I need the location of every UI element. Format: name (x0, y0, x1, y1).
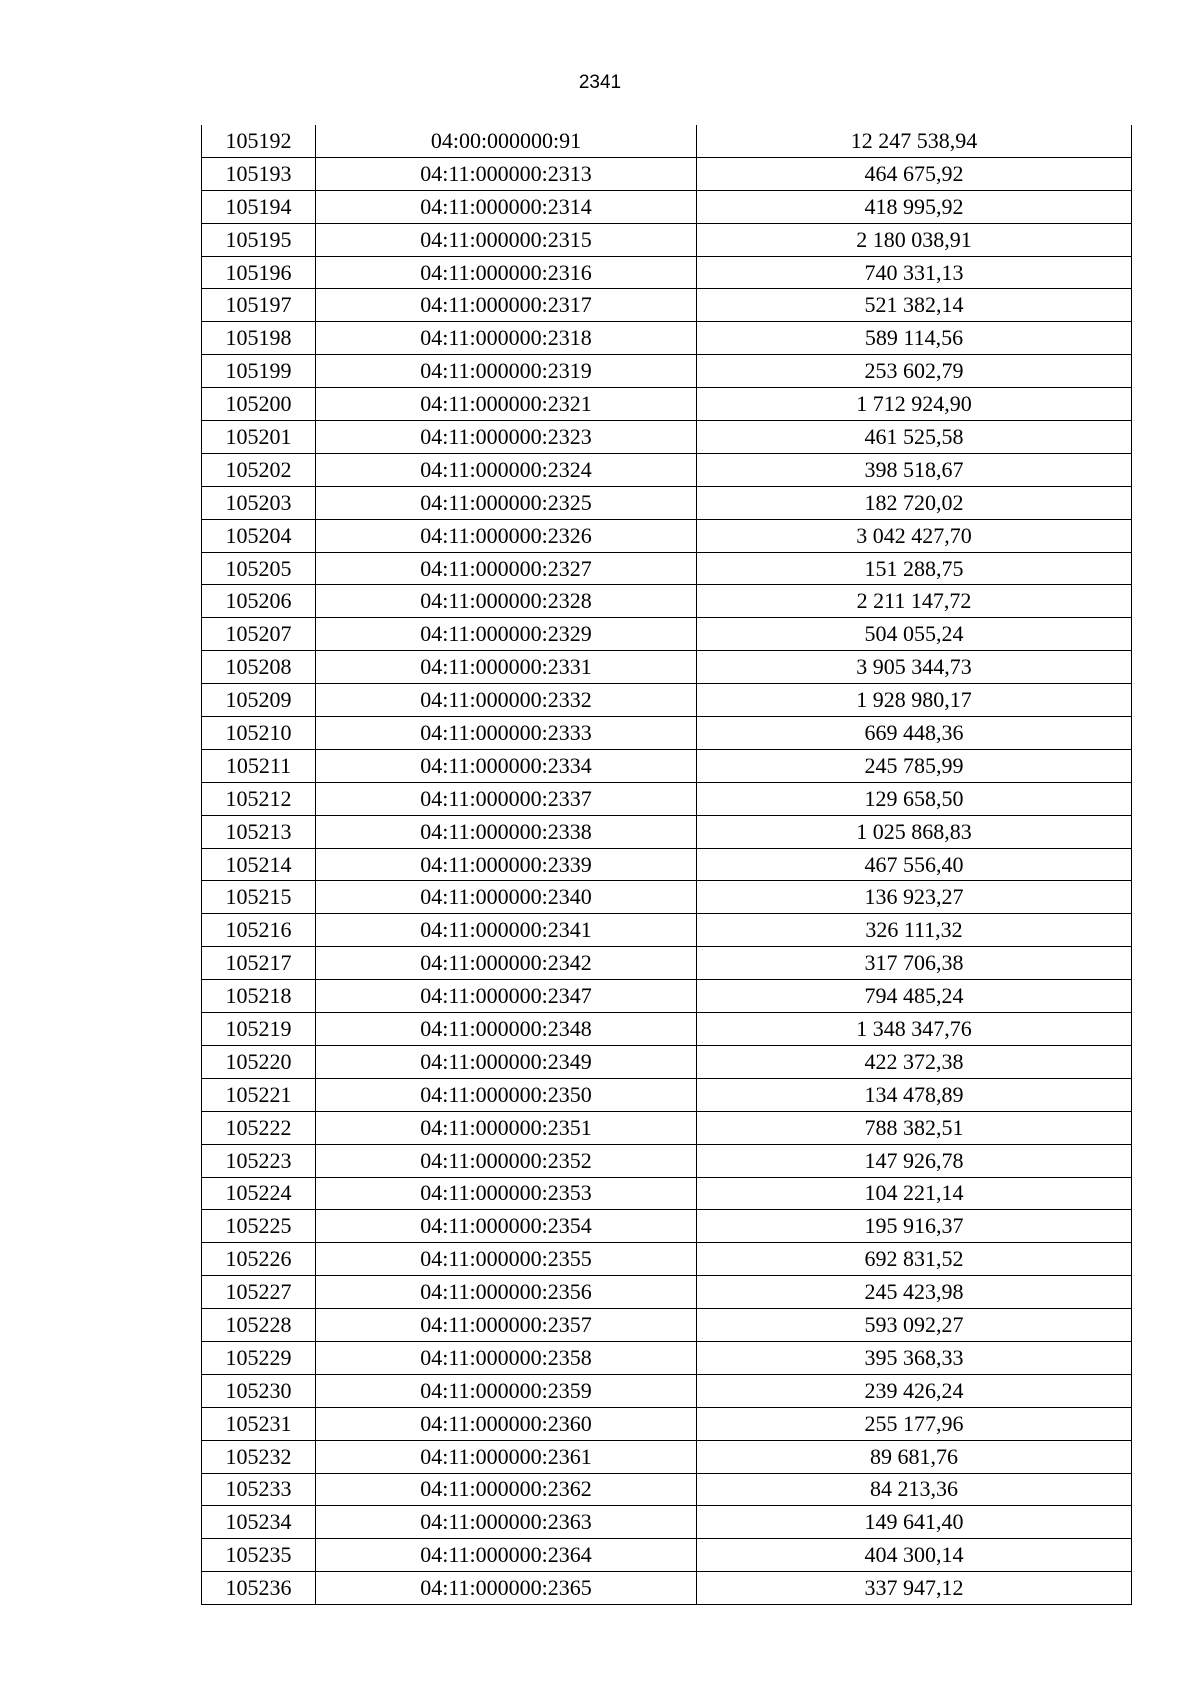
cadastral-number-cell: 04:11:000000:2329 (316, 618, 697, 651)
cadastral-number-cell: 04:11:000000:2350 (316, 1078, 697, 1111)
cadastral-value-cell: 147 926,78 (697, 1144, 1132, 1177)
table-row (202, 1045, 1132, 1078)
row-number-cell: 105215 (202, 881, 316, 914)
cadastral-number-cell: 04:11:000000:2358 (316, 1341, 697, 1374)
table-row (202, 519, 1132, 552)
cadastral-number-cell: 04:11:000000:2351 (316, 1111, 697, 1144)
table-row (202, 125, 1132, 157)
cadastral-value-cell: 253 602,79 (697, 355, 1132, 388)
row-number-cell: 105217 (202, 947, 316, 980)
row-number-cell: 105203 (202, 486, 316, 519)
cadastral-number-cell: 04:11:000000:2319 (316, 355, 697, 388)
row-number-cell: 105210 (202, 717, 316, 750)
cadastral-number-cell: 04:11:000000:2348 (316, 1013, 697, 1046)
cadastral-value-cell: 404 300,14 (697, 1539, 1132, 1572)
cadastral-value-cell: 1 712 924,90 (697, 388, 1132, 421)
cadastral-value-cell: 398 518,67 (697, 453, 1132, 486)
cadastral-value-cell: 504 055,24 (697, 618, 1132, 651)
cadastral-value-cell: 337 947,12 (697, 1572, 1132, 1605)
row-number-cell: 105204 (202, 519, 316, 552)
cadastral-number-cell: 04:11:000000:2340 (316, 881, 697, 914)
row-number-cell: 105235 (202, 1539, 316, 1572)
cadastral-value-cell: 521 382,14 (697, 289, 1132, 322)
row-number-cell: 105230 (202, 1374, 316, 1407)
table-row (202, 322, 1132, 355)
cadastral-number-cell: 04:11:000000:2314 (316, 190, 697, 223)
cadastral-value-cell: 104 221,14 (697, 1177, 1132, 1210)
cadastral-number-cell: 04:11:000000:2334 (316, 749, 697, 782)
row-number-cell: 105236 (202, 1572, 316, 1605)
cadastral-number-cell: 04:11:000000:2332 (316, 684, 697, 717)
cadastral-value-table (201, 125, 1132, 1605)
cadastral-number-cell: 04:11:000000:2324 (316, 453, 697, 486)
table-row (202, 651, 1132, 684)
cadastral-number-cell: 04:11:000000:2313 (316, 157, 697, 190)
cadastral-number-cell: 04:11:000000:2357 (316, 1309, 697, 1342)
cadastral-value-cell: 593 092,27 (697, 1309, 1132, 1342)
row-number-cell: 105202 (202, 453, 316, 486)
cadastral-number-cell: 04:11:000000:2362 (316, 1473, 697, 1506)
table-row (202, 1407, 1132, 1440)
table-row (202, 848, 1132, 881)
cadastral-number-cell: 04:11:000000:2354 (316, 1210, 697, 1243)
table-row (202, 388, 1132, 421)
cadastral-value-cell: 3 905 344,73 (697, 651, 1132, 684)
row-number-cell: 105219 (202, 1013, 316, 1046)
page-number: 2341 (578, 72, 622, 93)
table-row (202, 1210, 1132, 1243)
row-number-cell: 105214 (202, 848, 316, 881)
row-number-cell: 105200 (202, 388, 316, 421)
cadastral-value-cell: 136 923,27 (697, 881, 1132, 914)
cadastral-number-cell: 04:11:000000:2315 (316, 223, 697, 256)
row-number-cell: 105229 (202, 1341, 316, 1374)
table-row (202, 717, 1132, 750)
row-number-cell: 105234 (202, 1506, 316, 1539)
cadastral-value-cell: 326 111,32 (697, 914, 1132, 947)
row-number-cell: 105208 (202, 651, 316, 684)
cadastral-value-cell: 134 478,89 (697, 1078, 1132, 1111)
table-row (202, 1276, 1132, 1309)
cadastral-value-cell: 395 368,33 (697, 1341, 1132, 1374)
row-number-cell: 105198 (202, 322, 316, 355)
row-number-cell: 105216 (202, 914, 316, 947)
row-number-cell: 105213 (202, 815, 316, 848)
cadastral-number-cell: 04:11:000000:2337 (316, 782, 697, 815)
table-row (202, 355, 1132, 388)
cadastral-value-cell: 12 247 538,94 (697, 125, 1132, 157)
table-row (202, 585, 1132, 618)
cadastral-value-cell: 317 706,38 (697, 947, 1132, 980)
cadastral-value-cell: 418 995,92 (697, 190, 1132, 223)
cadastral-value-cell: 692 831,52 (697, 1243, 1132, 1276)
cadastral-number-cell: 04:00:000000:91 (316, 125, 697, 157)
table-row (202, 1341, 1132, 1374)
cadastral-value-cell: 422 372,38 (697, 1045, 1132, 1078)
cadastral-value-cell: 1 348 347,76 (697, 1013, 1132, 1046)
cadastral-number-cell: 04:11:000000:2328 (316, 585, 697, 618)
cadastral-value-cell: 129 658,50 (697, 782, 1132, 815)
row-number-cell: 105192 (202, 125, 316, 157)
table-row (202, 1539, 1132, 1572)
cadastral-number-cell: 04:11:000000:2316 (316, 256, 697, 289)
cadastral-value-cell: 467 556,40 (697, 848, 1132, 881)
table-row (202, 1506, 1132, 1539)
table-row (202, 1243, 1132, 1276)
cadastral-value-cell: 239 426,24 (697, 1374, 1132, 1407)
table-row (202, 1473, 1132, 1506)
table-row (202, 1078, 1132, 1111)
cadastral-value-cell: 1 025 868,83 (697, 815, 1132, 848)
table-row (202, 749, 1132, 782)
cadastral-value-cell: 245 785,99 (697, 749, 1132, 782)
cadastral-number-cell: 04:11:000000:2363 (316, 1506, 697, 1539)
cadastral-number-cell: 04:11:000000:2360 (316, 1407, 697, 1440)
cadastral-value-cell: 794 485,24 (697, 980, 1132, 1013)
cadastral-number-cell: 04:11:000000:2361 (316, 1440, 697, 1473)
table-row (202, 1177, 1132, 1210)
table-row (202, 1440, 1132, 1473)
row-number-cell: 105206 (202, 585, 316, 618)
table-row (202, 914, 1132, 947)
cadastral-value-cell: 788 382,51 (697, 1111, 1132, 1144)
cadastral-number-cell: 04:11:000000:2356 (316, 1276, 697, 1309)
row-number-cell: 105233 (202, 1473, 316, 1506)
row-number-cell: 105207 (202, 618, 316, 651)
table-row (202, 1309, 1132, 1342)
table-row (202, 1013, 1132, 1046)
row-number-cell: 105211 (202, 749, 316, 782)
cadastral-value-cell: 2 180 038,91 (697, 223, 1132, 256)
table-row (202, 190, 1132, 223)
cadastral-number-cell: 04:11:000000:2341 (316, 914, 697, 947)
row-number-cell: 105221 (202, 1078, 316, 1111)
table-row (202, 980, 1132, 1013)
cadastral-number-cell: 04:11:000000:2365 (316, 1572, 697, 1605)
cadastral-number-cell: 04:11:000000:2331 (316, 651, 697, 684)
row-number-cell: 105222 (202, 1111, 316, 1144)
row-number-cell: 105232 (202, 1440, 316, 1473)
cadastral-number-cell: 04:11:000000:2342 (316, 947, 697, 980)
table-row (202, 684, 1132, 717)
cadastral-value-cell: 182 720,02 (697, 486, 1132, 519)
table-row (202, 486, 1132, 519)
cadastral-number-cell: 04:11:000000:2318 (316, 322, 697, 355)
cadastral-value-cell: 84 213,36 (697, 1473, 1132, 1506)
row-number-cell: 105199 (202, 355, 316, 388)
cadastral-value-cell: 255 177,96 (697, 1407, 1132, 1440)
table-row (202, 223, 1132, 256)
cadastral-number-cell: 04:11:000000:2325 (316, 486, 697, 519)
cadastral-value-cell: 2 211 147,72 (697, 585, 1132, 618)
row-number-cell: 105223 (202, 1144, 316, 1177)
cadastral-value-cell: 461 525,58 (697, 421, 1132, 454)
cadastral-value-cell: 589 114,56 (697, 322, 1132, 355)
row-number-cell: 105201 (202, 421, 316, 454)
cadastral-number-cell: 04:11:000000:2364 (316, 1539, 697, 1572)
cadastral-number-cell: 04:11:000000:2349 (316, 1045, 697, 1078)
cadastral-number-cell: 04:11:000000:2323 (316, 421, 697, 454)
row-number-cell: 105228 (202, 1309, 316, 1342)
table-row (202, 1144, 1132, 1177)
cadastral-number-cell: 04:11:000000:2353 (316, 1177, 697, 1210)
cadastral-value-cell: 740 331,13 (697, 256, 1132, 289)
row-number-cell: 105220 (202, 1045, 316, 1078)
cadastral-number-cell: 04:11:000000:2338 (316, 815, 697, 848)
table-row (202, 1111, 1132, 1144)
row-number-cell: 105195 (202, 223, 316, 256)
table-row (202, 289, 1132, 322)
cadastral-number-cell: 04:11:000000:2339 (316, 848, 697, 881)
row-number-cell: 105209 (202, 684, 316, 717)
table-row (202, 256, 1132, 289)
row-number-cell: 105225 (202, 1210, 316, 1243)
table-row (202, 618, 1132, 651)
cadastral-value-cell: 464 675,92 (697, 157, 1132, 190)
row-number-cell: 105212 (202, 782, 316, 815)
row-number-cell: 105197 (202, 289, 316, 322)
cadastral-number-cell: 04:11:000000:2352 (316, 1144, 697, 1177)
row-number-cell: 105224 (202, 1177, 316, 1210)
table-row (202, 157, 1132, 190)
row-number-cell: 105226 (202, 1243, 316, 1276)
table-row (202, 881, 1132, 914)
row-number-cell: 105196 (202, 256, 316, 289)
cadastral-number-cell: 04:11:000000:2326 (316, 519, 697, 552)
row-number-cell: 105194 (202, 190, 316, 223)
cadastral-value-cell: 1 928 980,17 (697, 684, 1132, 717)
row-number-cell: 105231 (202, 1407, 316, 1440)
cadastral-value-cell: 669 448,36 (697, 717, 1132, 750)
cadastral-value-cell: 245 423,98 (697, 1276, 1132, 1309)
cadastral-value-cell: 149 641,40 (697, 1506, 1132, 1539)
table-row (202, 453, 1132, 486)
cadastral-number-cell: 04:11:000000:2333 (316, 717, 697, 750)
cadastral-value-cell: 89 681,76 (697, 1440, 1132, 1473)
table-row (202, 552, 1132, 585)
table-row (202, 947, 1132, 980)
cadastral-value-cell: 3 042 427,70 (697, 519, 1132, 552)
cadastral-number-cell: 04:11:000000:2359 (316, 1374, 697, 1407)
cadastral-value-cell: 151 288,75 (697, 552, 1132, 585)
row-number-cell: 105218 (202, 980, 316, 1013)
cadastral-number-cell: 04:11:000000:2355 (316, 1243, 697, 1276)
table-row (202, 1572, 1132, 1605)
table-row (202, 815, 1132, 848)
table-row (202, 1374, 1132, 1407)
cadastral-number-cell: 04:11:000000:2321 (316, 388, 697, 421)
row-number-cell: 105193 (202, 157, 316, 190)
cadastral-number-cell: 04:11:000000:2317 (316, 289, 697, 322)
table-row (202, 782, 1132, 815)
table-body (202, 125, 1132, 1605)
cadastral-number-cell: 04:11:000000:2327 (316, 552, 697, 585)
row-number-cell: 105205 (202, 552, 316, 585)
cadastral-number-cell: 04:11:000000:2347 (316, 980, 697, 1013)
row-number-cell: 105227 (202, 1276, 316, 1309)
cadastral-value-cell: 195 916,37 (697, 1210, 1132, 1243)
table-row (202, 421, 1132, 454)
